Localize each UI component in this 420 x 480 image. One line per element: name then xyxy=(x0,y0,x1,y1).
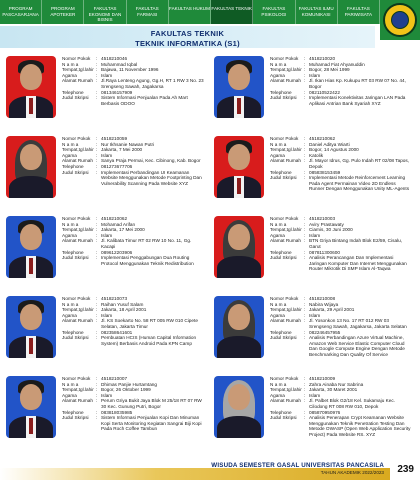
face xyxy=(228,144,250,170)
faculty-nav-bar xyxy=(0,0,420,24)
graduate-photo xyxy=(6,216,56,278)
value-alamat: Perum Griya Bukit Jaya Blok M 25/18 RT 07 RW 30 Kec. Gunung Putri, Bogor xyxy=(101,398,202,409)
value-nama: Dhimas Panjie Hurtamtang xyxy=(101,381,158,387)
value-agama: Islam xyxy=(101,232,113,238)
sep: : xyxy=(96,163,98,169)
tab-farmasi[interactable]: FAKULTAS FARMASI xyxy=(127,0,169,24)
sep: : xyxy=(96,232,98,238)
value-agama: Islam xyxy=(309,312,321,318)
sep: : xyxy=(304,147,306,153)
label-nama: N a m a xyxy=(62,381,79,387)
sep: : xyxy=(304,387,306,393)
graduate-photo xyxy=(6,136,56,198)
sep: : xyxy=(96,169,98,175)
tie xyxy=(29,258,33,274)
label-judul: Judul Skripsi xyxy=(62,415,89,421)
label-judul: Judul Skripsi xyxy=(62,169,89,175)
label-ttl: Tempat,tgl.lahir xyxy=(270,307,302,313)
label-nama: N a m a xyxy=(62,301,79,307)
label-agama: Agama xyxy=(62,392,77,398)
sep: : xyxy=(96,72,98,78)
program-title: TEKNIK INFORMATIKA (S1) xyxy=(135,39,240,48)
value-ttl: Bogor, 14 Agustus 2000 xyxy=(309,147,359,153)
value-judul: Implementasi Perbandingan UI Keamanan Website Menggunakan Metode Footprinting Dan Vulnerability Scanning Pada Website XYZ xyxy=(101,169,202,186)
sep: : xyxy=(304,221,306,227)
page-footer xyxy=(0,462,420,480)
graduate-card xyxy=(208,56,414,134)
page-number: 239 xyxy=(397,464,414,475)
value-telp: 081273677706 xyxy=(101,163,133,169)
label-nama: N a m a xyxy=(270,301,287,307)
sep: : xyxy=(96,312,98,318)
sep: : xyxy=(304,141,306,147)
value-alamat: Jl. Ikan Hias Kp. Kukupu RT 03 RW 07 No. 44, Bogor xyxy=(309,78,406,89)
label-agama: Agama xyxy=(270,312,285,318)
value-nama: Zahra Ainaba Nur Sabrina xyxy=(309,381,364,387)
face xyxy=(20,224,42,250)
sep: : xyxy=(96,392,98,398)
sep: : xyxy=(96,61,98,67)
sep: : xyxy=(96,227,98,233)
label-telp: Telephone xyxy=(270,409,292,415)
value-ttl: Bogor, 26 Oktober 1999 xyxy=(101,387,151,393)
value-nomor: 4518210046 xyxy=(101,56,128,61)
label-agama: Agama xyxy=(62,232,77,238)
tab-pariwisata[interactable]: FAKULTAS PARIWISATA xyxy=(338,0,380,24)
sep: : xyxy=(304,61,306,67)
sep: : xyxy=(96,221,98,227)
faculty-title: FAKULTAS TEKNIK xyxy=(150,29,225,38)
label-ttl: Tempat,tgl.lahir xyxy=(270,67,302,73)
value-judul: Analisis Perbandingan Azure Virtual Machine, Amazon Web Service Elastic Computer Cloud Dan Google Compute Engine Dengan Metode Benchmarking Dan Quality Of Service xyxy=(309,335,405,357)
label-judul: Judul Skripsi xyxy=(62,95,89,101)
graduate-info xyxy=(62,56,204,106)
sep: : xyxy=(304,89,306,95)
sep: : xyxy=(304,175,306,181)
label-nomor: Nomor Pokok xyxy=(270,216,299,221)
graduate-photo xyxy=(6,296,56,358)
sep: : xyxy=(304,381,306,387)
value-ttl: Jakarta, 18 April 2001 xyxy=(101,307,147,313)
value-telp: 083818035985 xyxy=(101,409,133,415)
value-nomor: 4518210062 xyxy=(101,216,128,221)
graduate-card xyxy=(208,136,414,214)
graduate-card xyxy=(208,296,414,374)
value-nomor: 4518210007 xyxy=(101,376,128,381)
value-ttl: Jakarta, 7 Mei 2000 xyxy=(101,147,143,153)
graduate-card xyxy=(0,296,206,374)
sep: : xyxy=(96,147,98,153)
suit xyxy=(217,256,261,278)
sep: : xyxy=(96,216,98,221)
label-judul: Judul Skripsi xyxy=(270,95,297,101)
section-banner xyxy=(0,26,375,48)
graduate-info xyxy=(62,296,204,346)
sep: : xyxy=(96,329,98,335)
label-alamat: Alamat Rumah xyxy=(62,158,94,164)
sep: : xyxy=(96,415,98,421)
sep: : xyxy=(304,67,306,73)
value-nama: Nabira Wijaya xyxy=(309,301,339,307)
sep: : xyxy=(304,409,306,415)
value-nama: Raihan Yusuf Salam xyxy=(101,301,144,307)
sep: : xyxy=(96,89,98,95)
label-alamat: Alamat Rumah xyxy=(62,318,94,324)
sep: : xyxy=(304,158,306,164)
graduate-info xyxy=(270,216,412,272)
label-telp: Telephone xyxy=(62,163,84,169)
sep: : xyxy=(96,78,98,84)
label-agama: Agama xyxy=(62,312,77,318)
value-ttl: Jakarta, 17 Mei 2000 xyxy=(101,227,145,233)
value-judul: Pembuatan HCIS (Human Capital Information System) Berbasis Android Pada KPN Camp xyxy=(101,335,197,346)
graduate-card xyxy=(208,376,414,454)
tab-psikologi[interactable]: FAKULTAS PSIKOLOGI xyxy=(253,0,295,24)
tie xyxy=(29,418,33,434)
sep: : xyxy=(304,307,306,313)
face xyxy=(228,304,250,330)
label-ttl: Tempat,tgl.lahir xyxy=(62,227,94,233)
graduate-card xyxy=(0,56,206,134)
label-ttl: Tempat,tgl.lahir xyxy=(62,147,94,153)
sep: : xyxy=(96,307,98,313)
value-judul: Implementasi Konektivitas Jaringan LAN Pada Aplikasi Antrian Bank Syariah XYZ xyxy=(309,95,406,106)
sep: : xyxy=(304,329,306,335)
face xyxy=(20,144,42,170)
value-agama: Islam xyxy=(101,72,113,78)
sep: : xyxy=(304,376,306,381)
label-nomor: Nomor Pokok xyxy=(62,136,91,141)
value-alamat: Sanya Praja Permai, Kec. Cibinong, Kab. Bogor xyxy=(101,158,201,164)
sep: : xyxy=(304,238,306,244)
label-nomor: Nomor Pokok xyxy=(62,376,91,381)
label-alamat: Alamat Rumah xyxy=(270,158,302,164)
tie xyxy=(29,338,33,354)
value-alamat: Jl. Kalibata Timur RT 02 RW 10 No. 11, Gg. Kacapi xyxy=(101,238,192,249)
label-ttl: Tempat,tgl.lahir xyxy=(270,227,302,233)
label-ttl: Tempat,tgl.lahir xyxy=(270,147,302,153)
label-judul: Judul Skripsi xyxy=(62,255,89,261)
value-alamat: Jl. KS Soekarto No. 58 RT 005 RW 010 Cipete Selatan, Jakarta Timur xyxy=(101,318,198,329)
graduate-info xyxy=(62,216,204,266)
tab-ekonomi-bisnis[interactable]: FAKULTAS EKONOMI DAN BISNIS xyxy=(84,0,126,24)
graduate-photo xyxy=(214,136,264,198)
label-agama: Agama xyxy=(62,72,77,78)
label-agama: Agama xyxy=(270,72,285,78)
sep: : xyxy=(96,152,98,158)
value-nomor: 4518210073 xyxy=(101,296,128,301)
label-nama: N a m a xyxy=(270,61,287,67)
face xyxy=(228,224,250,250)
label-nama: N a m a xyxy=(62,221,79,227)
label-telp: Telephone xyxy=(270,89,292,95)
graduate-photo xyxy=(214,376,264,438)
graduate-info xyxy=(270,296,412,358)
value-agama: Islam xyxy=(309,72,321,78)
tie xyxy=(237,98,241,114)
label-alamat: Alamat Rumah xyxy=(62,238,94,244)
sep: : xyxy=(304,136,306,141)
sep: : xyxy=(304,301,306,307)
value-telp: 085870950976 xyxy=(309,409,341,415)
label-agama: Agama xyxy=(62,152,77,158)
face xyxy=(20,384,42,410)
value-judul: Sistem Informasi Penjualan Kopi Dan Minuman Kopi Serta Monitoring Kegiatan Sangrai Biji Kopi Pada Roch Coffee Tambun xyxy=(101,415,202,432)
value-judul: Implementasi Metode Reinforcement Learning Pada Agent Permainan Video 2D Endless Runner Dengan Menggunakan Unity ML-Agents xyxy=(309,175,410,192)
label-telp: Telephone xyxy=(270,169,292,175)
graduate-photo xyxy=(6,376,56,438)
graduate-photo xyxy=(214,216,264,278)
sep: : xyxy=(304,398,306,404)
label-judul: Judul Skripsi xyxy=(270,335,297,341)
sep: : xyxy=(304,56,306,61)
value-nomor: 4518210020 xyxy=(309,56,336,61)
label-ttl: Tempat,tgl.lahir xyxy=(270,387,302,393)
label-nomor: Nomor Pokok xyxy=(62,296,91,301)
value-telp: 082246457955 xyxy=(309,329,341,335)
label-alamat: Alamat Rumah xyxy=(62,78,94,84)
value-telp: 082358641601 xyxy=(101,329,133,335)
sep: : xyxy=(96,95,98,101)
value-ttl: Bogor, 28 Mei 1999 xyxy=(309,67,350,73)
sep: : xyxy=(96,318,98,324)
tie xyxy=(237,178,241,194)
sep: : xyxy=(304,232,306,238)
sep: : xyxy=(304,152,306,158)
label-nama: N a m a xyxy=(270,381,287,387)
value-nomor: 4518210009 xyxy=(309,376,336,381)
label-alamat: Alamat Rumah xyxy=(62,398,94,404)
sep: : xyxy=(304,296,306,301)
sep: : xyxy=(96,387,98,393)
sep: : xyxy=(304,227,306,233)
sep: : xyxy=(304,318,306,324)
label-nomor: Nomor Pokok xyxy=(270,376,299,381)
graduate-card xyxy=(208,216,414,294)
value-nama: Aviry Prastawaty xyxy=(309,221,344,227)
sep: : xyxy=(96,56,98,61)
graduate-card xyxy=(0,216,206,294)
label-nomor: Nomor Pokok xyxy=(62,216,91,221)
suit xyxy=(217,416,261,438)
label-agama: Agama xyxy=(270,392,285,398)
sep: : xyxy=(304,255,306,261)
label-alamat: Alamat Rumah xyxy=(270,318,302,324)
sep: : xyxy=(304,392,306,398)
tab-ilmu-komunikasi[interactable]: FAKULTAS ILMU KOMUNIKASI xyxy=(296,0,338,24)
value-telp: 081346157909 xyxy=(101,89,133,95)
graduate-info xyxy=(270,376,412,438)
sep: : xyxy=(96,381,98,387)
value-agama: Islam xyxy=(309,232,321,238)
sep: : xyxy=(96,301,98,307)
label-judul: Judul Skripsi xyxy=(270,415,297,421)
value-alamat: BTN Griya Bintang Indah Blok E2/59, Cisalu, Garut xyxy=(309,238,403,249)
value-judul: Implementasi Penggabungan Dua Routing Protocol Menggunakan Teknik Redistribution xyxy=(101,255,194,266)
value-judul: Sistem Informasi Penjualan Pada Ah Mart Berbasis ODOO xyxy=(101,95,188,106)
value-alamat: Jl.Raya Lenteng Agung, Gg.H, RT 1 RW 3 No. 23 Srengseng Sawah, Jagakarsa xyxy=(101,78,204,89)
value-alamat: Jl. Yosonkon 13 No. 17 RT 012 RW 03 Srengseng Sawah, Jagakarsa, Jakarta Selatan xyxy=(309,318,407,329)
value-agama: Islam xyxy=(101,152,113,158)
sep: : xyxy=(96,158,98,164)
sep: : xyxy=(96,296,98,301)
graduate-info xyxy=(270,56,412,106)
university-logo xyxy=(380,0,420,40)
graduate-info xyxy=(62,136,204,186)
value-nomor: 4518210008 xyxy=(309,296,336,301)
value-telp: 082110522422 xyxy=(309,89,340,95)
label-nama: N a m a xyxy=(270,141,287,147)
sep: : xyxy=(96,398,98,404)
sep: : xyxy=(304,335,306,341)
sep: : xyxy=(304,415,306,421)
tab-pascasarjana[interactable]: PROGRAM PASCASARJANA xyxy=(0,0,42,24)
label-judul: Judul Skripsi xyxy=(270,255,297,261)
label-telp: Telephone xyxy=(62,409,84,415)
value-nama: Nur Ikhsanie Nawan Putri xyxy=(101,141,155,147)
sep: : xyxy=(96,376,98,381)
sep: : xyxy=(96,255,98,261)
sep: : xyxy=(96,141,98,147)
tab-apoteker[interactable]: PROGRAM APOTEKER xyxy=(42,0,84,24)
graduate-photo xyxy=(214,56,264,118)
sep: : xyxy=(96,335,98,341)
value-nomor: 4518210003 xyxy=(309,216,336,221)
label-agama: Agama xyxy=(270,232,285,238)
value-ttl: Jakarta, 29 April 2001 xyxy=(309,307,355,313)
value-agama: Islam xyxy=(101,312,113,318)
graduate-info xyxy=(62,376,204,432)
tie xyxy=(29,98,33,114)
value-nomor: 4518210062 xyxy=(309,136,336,141)
label-nomor: Nomor Pokok xyxy=(270,296,299,301)
value-agama: Islam xyxy=(309,392,321,398)
sep: : xyxy=(96,136,98,141)
value-alamat: Jl. Palbet Blok G2/18 Kel. Sukamaju Kec. Cilodong RT 008 RW 010, Depok xyxy=(309,398,395,409)
face xyxy=(228,384,250,410)
label-agama: Agama xyxy=(270,152,285,158)
label-nomor: Nomor Pokok xyxy=(270,136,299,141)
face xyxy=(228,64,250,90)
sep: : xyxy=(96,67,98,73)
value-ttl: Ciamis, 30 Juni 2000 xyxy=(309,227,353,233)
value-telp: 089612203906 xyxy=(101,249,133,255)
sep: : xyxy=(96,409,98,415)
value-telp: 087811300600 xyxy=(309,249,340,255)
university-seal-icon xyxy=(383,3,417,37)
label-ttl: Tempat,tgl.lahir xyxy=(62,307,94,313)
sep: : xyxy=(96,238,98,244)
value-nama: Mohamad Arifan xyxy=(101,221,136,227)
face xyxy=(20,64,42,90)
graduate-photo xyxy=(6,56,56,118)
tab-teknik[interactable]: FAKULTAS TEKNIK xyxy=(211,0,253,24)
sep: : xyxy=(96,249,98,255)
graduate-card xyxy=(0,376,206,454)
label-telp: Telephone xyxy=(270,329,292,335)
value-nama: Muhamad Fiat Ahyanuddin xyxy=(309,61,365,67)
sep: : xyxy=(304,312,306,318)
label-ttl: Tempat,tgl.lahir xyxy=(62,387,94,393)
seal-center xyxy=(391,11,409,29)
value-judul: Analisis Penerapan Crypt Keamanan Website Menggunakan Teknik Penetration Testing Dan Metode OWASP (Open Web Application Security Project) Pada Website RS. XYZ xyxy=(309,415,411,437)
label-nama: N a m a xyxy=(270,221,287,227)
graduate-info xyxy=(270,136,412,192)
label-nama: N a m a xyxy=(62,61,79,67)
label-telp: Telephone xyxy=(62,89,84,95)
label-nomor: Nomor Pokok xyxy=(270,56,299,61)
label-alamat: Alamat Rumah xyxy=(270,78,302,84)
value-nomor: 4518210059 xyxy=(101,136,128,141)
value-agama: Islam xyxy=(101,392,113,398)
value-nama: Muhammad Iqbal xyxy=(101,61,138,67)
footer-title: WISUDA SEMESTER GASAL UNIVERSITAS PANCASILA xyxy=(211,462,384,469)
tab-hukum[interactable]: FAKULTAS HUKUM xyxy=(169,0,211,24)
value-agama: Katolik xyxy=(309,152,324,158)
label-ttl: Tempat,tgl.lahir xyxy=(62,67,94,73)
label-nama: N a m a xyxy=(62,141,79,147)
sep: : xyxy=(304,249,306,255)
value-telp: 085838153459 xyxy=(309,169,341,175)
label-alamat: Alamat Rumah xyxy=(270,238,302,244)
label-judul: Judul Skripsi xyxy=(62,335,89,341)
label-nomor: Nomor Pokok xyxy=(62,56,91,61)
graduate-photo xyxy=(214,296,264,358)
label-telp: Telephone xyxy=(270,249,292,255)
label-judul: Judul Skripsi xyxy=(270,175,297,181)
value-nama: Daniel Aditya Wiarti xyxy=(309,141,350,147)
graduate-card xyxy=(0,136,206,214)
label-telp: Telephone xyxy=(62,329,84,335)
footer-subtitle: TAHUN AKADEMIK 2022/2023 xyxy=(320,470,384,475)
value-ttl: Bajawa, 11 November 1996 xyxy=(101,67,159,73)
label-telp: Telephone xyxy=(62,249,84,255)
sep: : xyxy=(304,169,306,175)
value-ttl: Jakarta, 30 Maret 2001 xyxy=(309,387,358,393)
sep: : xyxy=(304,216,306,221)
value-alamat: Jl. Mayor Idrus, Gg. Pulo Indah RT 02/08 Tapos, Depok xyxy=(309,158,410,169)
sep: : xyxy=(304,95,306,101)
label-alamat: Alamat Rumah xyxy=(270,398,302,404)
value-judul: Analisis Perancangan Dan Implementasi Jaringan Komputer Dan Internet Menggunakan Router Mikrotik Di SMP Islam Al-Taqwa xyxy=(309,255,407,272)
suit xyxy=(217,336,261,358)
sep: : xyxy=(304,78,306,84)
face xyxy=(20,304,42,330)
sep: : xyxy=(304,72,306,78)
suit xyxy=(9,176,53,198)
